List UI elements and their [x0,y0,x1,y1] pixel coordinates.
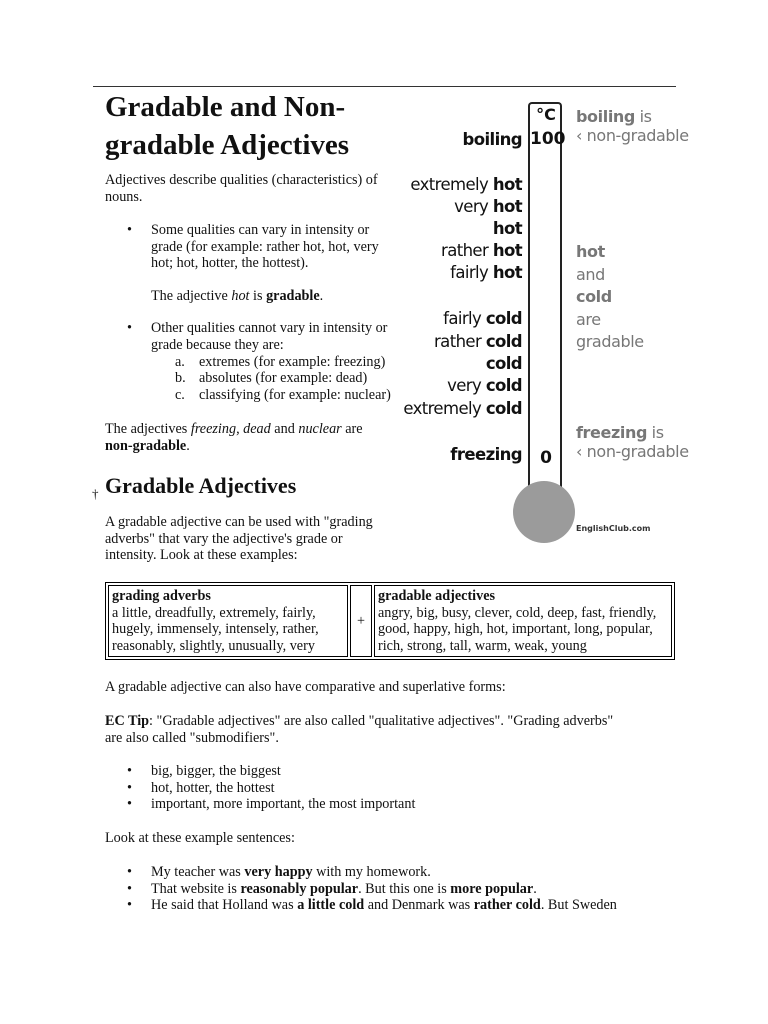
sub-item: a. extremes (for example: freezing) [175,353,386,370]
non-gradable-paragraph: The adjectives freezing, dead and nuclear are non-gradable. [105,421,363,454]
table-row [108,585,672,657]
list-item: • hot, hotter, the hottest [127,779,275,796]
list-item: • important, more important, the most important [127,796,416,813]
scale-label: cold [485,354,522,373]
qualities-list [105,222,425,403]
look-line: Look at these example sentences: [105,830,295,846]
page-title [105,88,349,164]
grading-adverbs-cell: grading adverbs a little, dreadfully, extremely, fairly, hugely, immensely, intensely, rather, reasonably, slightly, unusually, very [108,585,348,657]
sub-list [175,354,425,404]
bullet-icon: • [127,320,132,337]
bullet-icon: • [127,897,132,914]
scale-label: rather hot [441,241,522,260]
forms-list [105,763,665,813]
thermometer-bulb [513,481,575,543]
bullet-icon: • [127,880,132,897]
intro-paragraph: Adjectives describe qualities (characteristics) of nouns. [105,172,378,205]
sub-item: c. classifying (for example: nuclear) [175,386,391,403]
boiling-note: boiling is ‹ non-gradable [576,107,689,145]
thermometer-tube [528,102,566,499]
sub-item: b. absolutes (for example: dead) [175,370,368,387]
list-item: • That website is reasonably popular. But this one is more popular. [127,880,537,897]
list-item: • My teacher was very happy with my homework. [127,864,431,880]
dagger-mark: † [92,486,99,501]
celsius-unit: °C [536,105,556,124]
list-item: • Some qualities can vary in intensity or grade (for example: rather hot, hot, very hot; hot, hotter, the hottest). The adjective hot is gradable. [105,222,425,304]
temp-0: 0 [540,448,552,468]
list-item: • Other qualities cannot vary in intensity or grade because they are: a. extremes (for example: freezing) b. absolutes (for example: dead) c. classifying (for example: nuclear) [105,320,425,403]
freezing-note: freezing is ‹ non-gradable [576,423,689,461]
examples-table [105,582,675,660]
bullet-icon: • [127,222,132,238]
top-rule [93,86,676,87]
gradable-adjectives-cell: gradable adjectives angry, big, busy, clever, cold, deep, fast, friendly, good, happy, high, hot, important, long, popular, rich, strong, tall, warm, weak, young [374,585,672,657]
scale-label: hot [492,219,522,238]
scale-label: extremely hot [410,175,522,194]
scale-label: boiling [462,130,522,149]
gradable-sentence: The adjective hot is gradable. [151,287,324,304]
title-line-2: gradable Adjectives [105,129,350,161]
gradable-note: hot and cold are gradable [576,242,644,351]
englishclub-logo: EnglishClub.com [576,524,651,533]
temp-100: 100 [530,129,566,149]
thermometer-graphic [403,96,689,551]
scale-label: fairly cold [443,309,522,328]
example-sentences [105,864,685,914]
scale-label: extremely cold [403,399,522,418]
scale-label: fairly hot [450,263,522,282]
comparative-line: A gradable adjective can also have comparative and superlative forms: [105,679,506,695]
title-line-1: Gradable and Non- [105,91,346,123]
scale-label: rather cold [434,332,522,351]
bullet-icon: • [127,779,132,796]
scale-label: very hot [454,197,522,216]
bullet-icon: • [127,763,132,779]
gradable-adjectives-heading: Gradable Adjectives [105,473,297,498]
plus-sign: + [350,585,372,657]
scale-label: very cold [447,376,522,395]
bullet-icon: • [127,864,132,880]
bullet-icon: • [127,796,132,813]
ec-tip: EC Tip: "Gradable adjectives" are also called "qualitative adjectives". "Grading adverbs" are also called "submodifiers". [105,713,614,746]
scale-label: freezing [450,445,522,464]
list-item: • big, bigger, the biggest [127,763,281,779]
list-item: • He said that Holland was a little cold and Denmark was rather cold. But Sweden [127,897,617,914]
gradable-paragraph: A gradable adjective can be used with "grading adverbs" that vary the adjective's grade or intensity. Look at these examples: [105,514,373,564]
